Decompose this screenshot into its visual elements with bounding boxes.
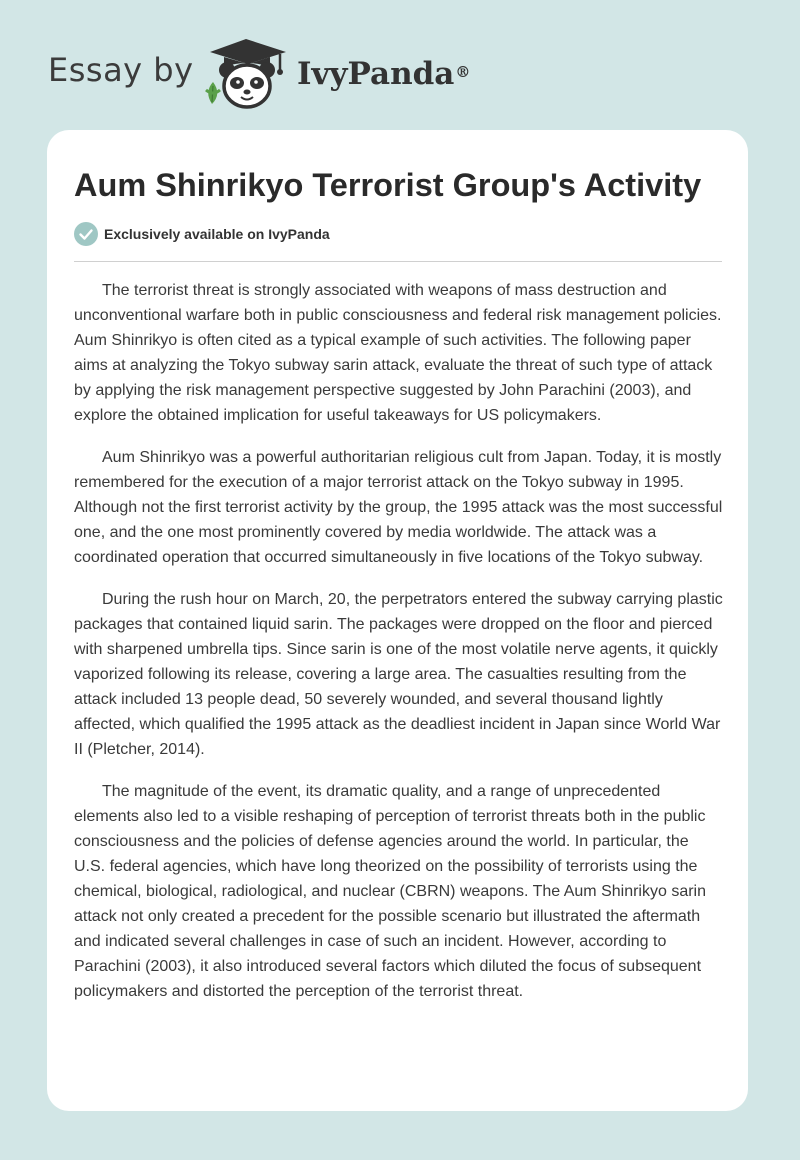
- panda-logo-icon[interactable]: [200, 36, 292, 112]
- check-circle-icon: [74, 222, 98, 246]
- essay-body: [74, 278, 724, 1021]
- registered-mark: ®: [455, 63, 471, 81]
- title-divider: [74, 261, 722, 262]
- essay-paragraph: During the rush hour on March, 20, the perpetrators entered the subway carrying plastic packages that contained liquid sarin. The packages were dropped on the floor and pierced with sharpened umbrella tips. Since sarin is one of the most volatile nerve agents, it quickly vaporized following its release, covering a large area. The casualties resulting from the attack included 13 people dead, 50 severely wounded, and several thousand lightly affected, which qualified the 1995 attack as the deadliest incident in Japan since World War II (Pletcher, 2014).: [74, 591, 723, 758]
- essay-title: Aum Shinrikyo Terrorist Group's Activity: [74, 167, 702, 203]
- essay-by-label: Essay by: [48, 51, 194, 89]
- exclusive-badge-text: Exclusively available on IvyPanda: [104, 226, 330, 242]
- brand-label: IvyPanda: [297, 56, 455, 92]
- exclusive-badge: [74, 222, 330, 246]
- brand-name[interactable]: [297, 54, 470, 94]
- essay-paragraph: The terrorist threat is strongly associated with weapons of mass destruction and unconventional warfare both in public consciousness and federal risk management policies. Aum Shinrikyo is often cited as a typical example of such activities. The following paper aims at analyzing the Tokyo subway sarin attack, evaluate the threat of such type of attack by applying the risk management perspective suggested by John Parachini (2003), and explore the obtained implication for useful takeaways for US policymakers.: [74, 282, 722, 424]
- essay-card: [47, 130, 748, 1111]
- essay-paragraph: Aum Shinrikyo was a powerful authoritarian religious cult from Japan. Today, it is mostly remembered for the execution of a major terrorist attack on the Tokyo subway in 1995. Although not the first terrorist activity by the group, the 1995 attack was the most successful one, and the one most prominently covered by media worldwide. The attack was a coordinated operation that occurred simultaneously in five locations of the Tokyo subway.: [74, 449, 723, 566]
- site-header: [0, 0, 800, 120]
- essay-paragraph: The magnitude of the event, its dramatic quality, and a range of unprecedented elements also led to a visible reshaping of perception of terrorist threats both in the public consciousness and the policies of defense agencies around the world. In particular, the U.S. federal agencies, which have long theorized on the possibility of terrorists using the chemical, biological, radiological, and nuclear (CBRN) weapons. The Aum Shinrikyo sarin attack not only created a precedent for the possible scenario but illustrated the aftermath and indicated several challenges in case of such an incident. However, according to Parachini (2003), it also introduced several factors which diluted the focus of subsequent policymakers and distorted the perception of the terrorist threat.: [74, 783, 707, 1000]
